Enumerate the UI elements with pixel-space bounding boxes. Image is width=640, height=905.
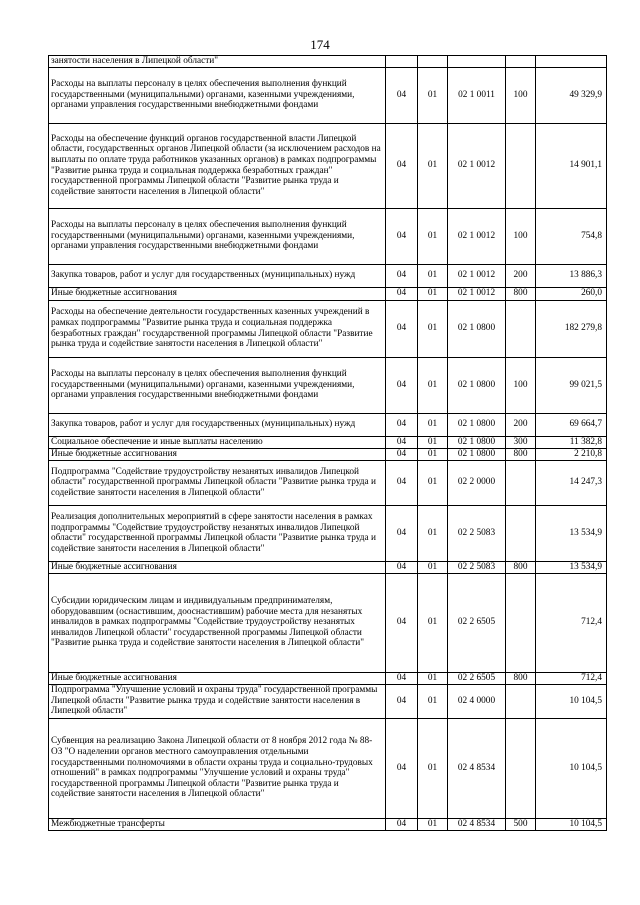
row-amount: 754,8 [536,208,607,264]
row-expense-type [506,460,536,505]
row-article: 02 1 0800 [448,357,506,413]
budget-table [48,55,607,831]
row-name: Расходы на выплаты персоналу в целях обеспечения выполнения функций государственными (муниципальными) органами, казенными учреждениями, органами управления государственными внебюджетными фондами [49,208,386,264]
row-expense-type: 100 [506,208,536,264]
row-amount: 14 901,1 [536,123,607,208]
row-expense-type: 300 [506,436,536,448]
row-expense-type [506,300,536,357]
table-row [49,264,607,287]
row-subsection: 01 [418,448,448,460]
row-article [448,56,506,68]
table-row [49,718,607,818]
row-amount: 99 021,5 [536,357,607,413]
row-subsection: 01 [418,413,448,436]
row-section: 04 [386,264,418,287]
table-row [49,448,607,460]
row-article: 02 1 0012 [448,208,506,264]
row-expense-type [506,573,536,672]
row-amount: 2 210,8 [536,448,607,460]
row-name: Иные бюджетные ассигнования [49,672,386,684]
table-row [49,357,607,413]
row-subsection: 01 [418,561,448,573]
row-name: Расходы на обеспечение деятельности государственных казенных учреждений в рамках подпрограммы "Развитие рынка труда и социальная поддержка безработных граждан" государственной программы Липецкой области "Развитие рынка труда и содействие занятости населения в Липецкой области" [49,300,386,357]
row-amount: 11 382,8 [536,436,607,448]
row-section: 04 [386,208,418,264]
row-amount: 260,0 [536,287,607,300]
row-article: 02 1 0800 [448,413,506,436]
table-row [49,561,607,573]
row-section: 04 [386,67,418,123]
row-subsection: 01 [418,505,448,561]
row-article: 02 4 0000 [448,684,506,718]
table-row [49,413,607,436]
row-article: 02 4 8534 [448,718,506,818]
row-name: Реализация дополнительных мероприятий в сфере занятости населения в рамках подпрограммы "Содействие трудоустройству незанятых инвалидов Липецкой области" государственной программы Липецкой области "Развитие рынка труда и содействие занятости населения в Липецкой области" [49,505,386,561]
row-name: Межбюджетные трансферты [49,818,386,830]
row-subsection: 01 [418,300,448,357]
row-expense-type: 100 [506,357,536,413]
row-name: занятости населения в Липецкой области" [49,56,386,68]
row-expense-type: 200 [506,264,536,287]
row-section: 04 [386,413,418,436]
row-amount: 69 664,7 [536,413,607,436]
row-article: 02 2 6505 [448,672,506,684]
table-row [49,436,607,448]
row-amount: 13 534,9 [536,505,607,561]
row-subsection: 01 [418,287,448,300]
row-article: 02 2 5083 [448,561,506,573]
row-amount: 49 329,9 [536,67,607,123]
row-section: 04 [386,672,418,684]
table-row [49,208,607,264]
row-section: 04 [386,300,418,357]
table-row [49,287,607,300]
row-amount: 712,4 [536,672,607,684]
row-expense-type: 500 [506,818,536,830]
row-expense-type [506,684,536,718]
row-subsection: 01 [418,818,448,830]
row-section: 04 [386,573,418,672]
table-row [49,684,607,718]
row-amount: 712,4 [536,573,607,672]
row-article: 02 4 8534 [448,818,506,830]
row-name: Расходы на выплаты персоналу в целях обеспечения выполнения функций государственными (муниципальными) органами, казенными учреждениями, органами управления государственными внебюджетными фондами [49,67,386,123]
row-article: 02 1 0012 [448,264,506,287]
row-name: Расходы на обеспечение функций органов государственной власти Липецкой области, государственных органов Липецкой области (за исключением расходов на выплаты по оплате труда работников указанных органов) в рамках подпрограммы "Развитие рынка труда и социальная поддержка безработных граждан" государственной программы Липецкой области "Развитие рынка труда и содействие занятости населения в Липецкой области" [49,123,386,208]
row-expense-type: 200 [506,413,536,436]
row-subsection: 01 [418,67,448,123]
row-amount [536,56,607,68]
row-name: Закупка товаров, работ и услуг для государственных (муниципальных) нужд [49,264,386,287]
row-expense-type [506,56,536,68]
row-article: 02 1 0012 [448,123,506,208]
row-subsection: 01 [418,718,448,818]
row-subsection: 01 [418,573,448,672]
row-section: 04 [386,561,418,573]
row-subsection: 01 [418,684,448,718]
row-section: 04 [386,436,418,448]
row-amount: 10 104,5 [536,684,607,718]
row-section: 04 [386,123,418,208]
row-name: Подпрограмма "Улучшение условий и охраны труда" государственной программы Липецкой области "Развитие рынка труда и содействие занятости населения в Липецкой области" [49,684,386,718]
table-row [49,672,607,684]
row-subsection: 01 [418,460,448,505]
row-name: Расходы на выплаты персоналу в целях обеспечения выполнения функций государственными (муниципальными) органами, казенными учреждениями, органами управления государственными внебюджетными фондами [49,357,386,413]
row-name: Социальное обеспечение и иные выплаты населению [49,436,386,448]
row-section: 04 [386,505,418,561]
row-expense-type: 800 [506,287,536,300]
row-article: 02 1 0012 [448,287,506,300]
row-subsection [418,56,448,68]
row-article: 02 1 0011 [448,67,506,123]
row-section: 04 [386,357,418,413]
row-section: 04 [386,460,418,505]
table-row [49,818,607,830]
table-row [49,123,607,208]
row-name: Закупка товаров, работ и услуг для государственных (муниципальных) нужд [49,413,386,436]
row-subsection: 01 [418,436,448,448]
row-section: 04 [386,448,418,460]
row-name: Субвенция на реализацию Закона Липецкой области от 8 ноября 2012 года № 88-ОЗ "О наделении органов местного самоуправления отдельными государственными полномочиями в области охраны труда и социально-трудовых отношений" в рамках подпрограммы "Улучшение условий и охраны труда" государственной программы Липецкой области "Развитие рынка труда и содействие занятости населения в Липецкой области" [49,718,386,818]
row-name: Подпрограмма "Содействие трудоустройству незанятых инвалидов Липецкой области" государственной программы Липецкой области "Развитие рынка труда и содействие занятости населения в Липецкой области" [49,460,386,505]
row-subsection: 01 [418,123,448,208]
table-row [49,573,607,672]
row-subsection: 01 [418,264,448,287]
row-section: 04 [386,718,418,818]
page-number: 174 [310,37,330,52]
row-expense-type: 800 [506,448,536,460]
row-article: 02 2 6505 [448,573,506,672]
row-section: 04 [386,287,418,300]
table-row [49,300,607,357]
row-amount: 182 279,8 [536,300,607,357]
row-section [386,56,418,68]
row-expense-type [506,123,536,208]
table-row [49,460,607,505]
row-expense-type: 800 [506,561,536,573]
row-amount: 13 886,3 [536,264,607,287]
row-subsection: 01 [418,672,448,684]
row-amount: 13 534,9 [536,561,607,573]
row-amount: 10 104,5 [536,718,607,818]
row-expense-type [506,505,536,561]
row-expense-type [506,718,536,818]
row-article: 02 2 0000 [448,460,506,505]
row-article: 02 1 0800 [448,300,506,357]
row-name: Субсидии юридическим лицам и индивидуальным предпринимателям, оборудовавшим (оснастившим, дооснастившим) рабочие места для незанятых инвалидов в рамках подпрограммы "Содействие трудоустройству незанятых инвалидов Липецкой области" государственной программы Липецкой области "Развитие рынка труда и содействие занятости населения в Липецкой области" [49,573,386,672]
row-name: Иные бюджетные ассигнования [49,561,386,573]
row-article: 02 1 0800 [448,448,506,460]
row-amount: 14 247,3 [536,460,607,505]
row-expense-type: 100 [506,67,536,123]
row-section: 04 [386,818,418,830]
row-article: 02 2 5083 [448,505,506,561]
row-article: 02 1 0800 [448,436,506,448]
row-name: Иные бюджетные ассигнования [49,448,386,460]
row-name: Иные бюджетные ассигнования [49,287,386,300]
row-subsection: 01 [418,208,448,264]
table-row [49,56,607,68]
budget-table-body [49,56,607,831]
row-section: 04 [386,684,418,718]
table-row [49,505,607,561]
table-row [49,67,607,123]
row-expense-type: 800 [506,672,536,684]
row-subsection: 01 [418,357,448,413]
row-amount: 10 104,5 [536,818,607,830]
